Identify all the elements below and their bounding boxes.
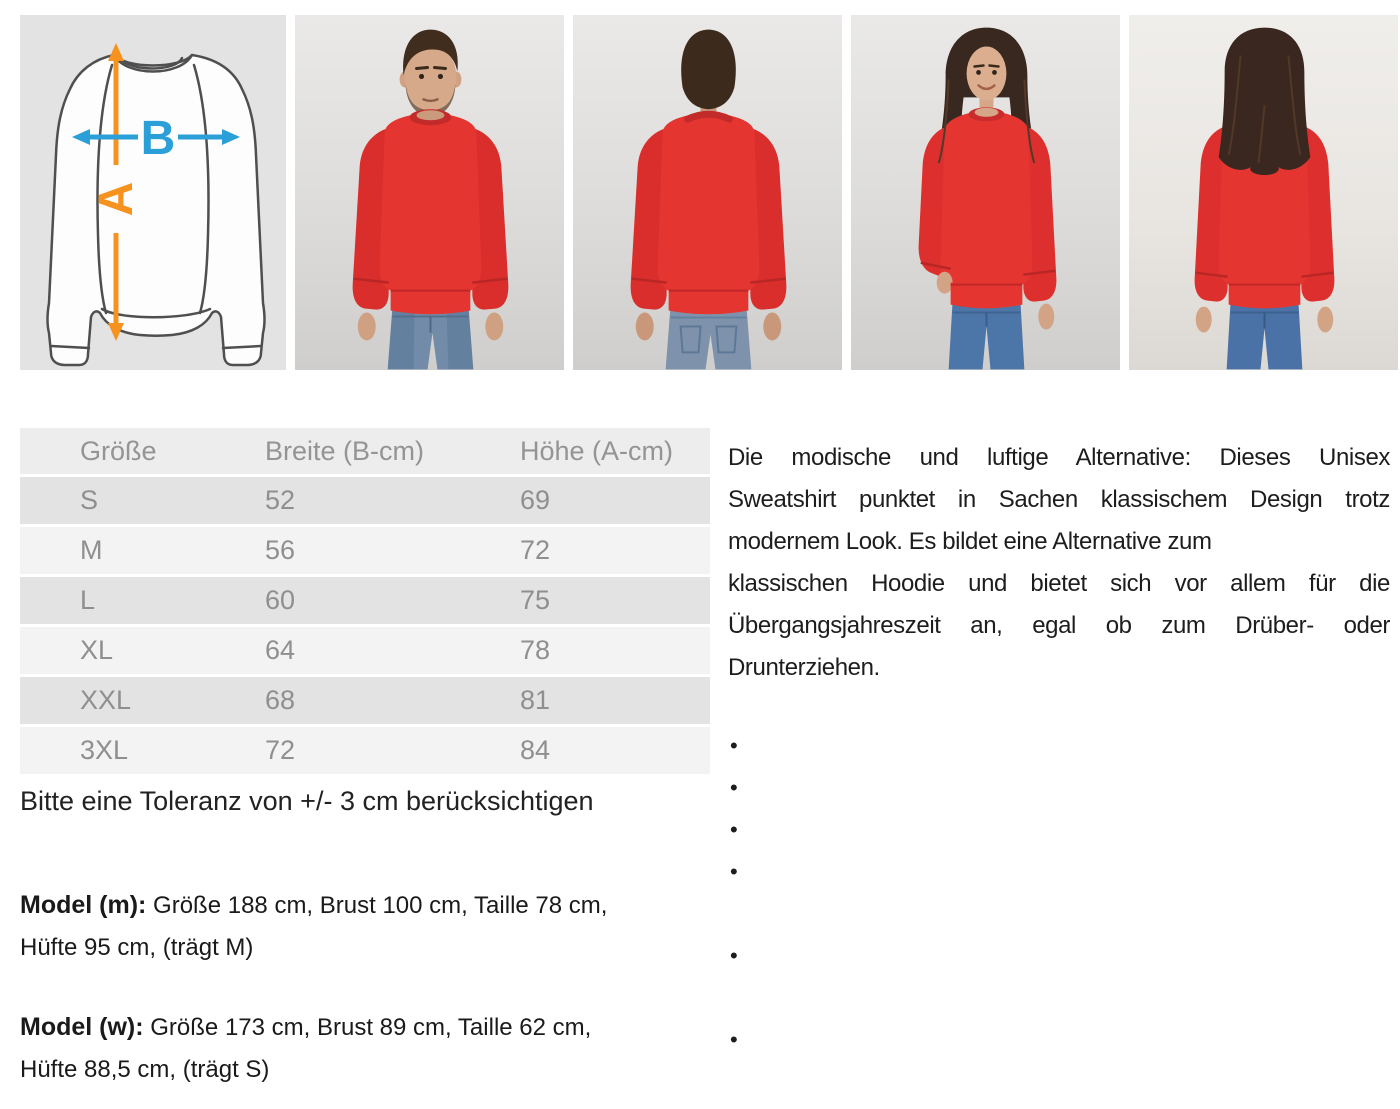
cell-breite: 60 xyxy=(265,585,296,615)
cell-breite: 68 xyxy=(265,685,296,715)
photo-male-model-front[interactable] xyxy=(295,15,564,370)
female-front-right-hand xyxy=(1038,304,1054,330)
model-m-info xyxy=(20,884,720,969)
female-back-hair xyxy=(1219,28,1311,175)
size-diagram-image[interactable] xyxy=(20,15,286,370)
bullet-icon xyxy=(730,851,738,893)
column-header-hoehe: Höhe (A-cm) xyxy=(520,435,674,466)
female-back-jeans xyxy=(1227,301,1303,370)
cell-size: 3XL xyxy=(80,735,129,765)
male-back-right-hand xyxy=(763,313,781,341)
bullet-icon xyxy=(730,809,738,851)
cell-size: L xyxy=(80,585,96,615)
male-front-right-hand xyxy=(485,313,503,341)
cell-breite: 56 xyxy=(265,535,296,565)
bullet-icon xyxy=(730,935,738,977)
female-back-figure xyxy=(1129,15,1398,370)
spec-list xyxy=(728,725,1390,1061)
description-line: klassischen Hoodie und bietet sich vor allem für die xyxy=(728,570,1390,597)
cell-size: XXL xyxy=(80,685,132,715)
sweatshirt-measurement-diagram xyxy=(20,15,286,370)
spec-item-extras xyxy=(728,935,1390,977)
description-line: Die modische und luftige Alternative: Dieses Unisex xyxy=(728,444,1390,471)
male-back-figure xyxy=(573,15,842,370)
male-front-figure xyxy=(295,15,564,370)
male-front-sweatshirt xyxy=(353,109,509,309)
male-back-jeans xyxy=(666,305,752,370)
width-label: B xyxy=(140,112,176,165)
table-row-3xl xyxy=(20,727,710,774)
cell-hoehe: 81 xyxy=(520,685,551,715)
description-line: Sweatshirt punktet in Sachen klassischem Design trotz xyxy=(728,486,1390,513)
photo-male-model-back[interactable] xyxy=(573,15,842,370)
table-row-xl xyxy=(20,627,710,674)
spec-item-groessen xyxy=(728,1019,1390,1061)
product-description xyxy=(728,437,1390,1061)
table-row-s xyxy=(20,477,710,524)
description-line: Übergangsjahreszeit an, egal ob zum Drüber- oder xyxy=(728,612,1390,639)
male-front-left-hand xyxy=(358,313,376,341)
product-gallery xyxy=(20,15,1398,370)
photo-female-model-front[interactable] xyxy=(851,15,1120,370)
male-back-left-hand xyxy=(636,313,654,341)
female-front-left-hand xyxy=(937,272,953,294)
spec-item-verarbeitung xyxy=(728,809,1390,851)
model-w-line1: Größe 173 cm, Brust 89 cm, Taille 62 cm, xyxy=(143,1014,592,1041)
spec-item-form xyxy=(728,851,1390,893)
cell-hoehe: 78 xyxy=(520,635,551,665)
size-chart-table xyxy=(20,428,710,777)
model-m-line2: Hüfte 95 cm, (trägt M) xyxy=(20,934,254,961)
cell-breite: 64 xyxy=(265,635,296,665)
column-header-breite: Breite (B-cm) xyxy=(265,435,425,466)
model-w-label: Model (w): xyxy=(20,1013,144,1041)
table-row-l xyxy=(20,577,710,624)
bullet-icon xyxy=(730,1019,738,1061)
female-front-head xyxy=(966,36,1008,112)
cell-hoehe: 75 xyxy=(520,585,551,615)
spec-item-grammatur xyxy=(728,767,1390,809)
sweatshirt-outline xyxy=(48,55,265,365)
male-back-head xyxy=(681,30,736,124)
column-header-groesse: Größe xyxy=(80,435,157,466)
cell-size: S xyxy=(80,485,99,515)
female-front-figure xyxy=(851,15,1120,370)
cell-hoehe: 84 xyxy=(520,735,551,765)
photo-female-model-back[interactable] xyxy=(1129,15,1398,370)
description-line: modernem Look. Es bildet eine Alternative zum xyxy=(728,528,1212,555)
cell-breite: 52 xyxy=(265,485,296,515)
tolerance-note: Bitte eine Toleranz von +/- 3 cm berücksichtigen xyxy=(20,786,594,816)
description-line: Drunterziehen. xyxy=(728,654,880,681)
female-back-left-hand xyxy=(1196,307,1212,333)
model-m-line1: Größe 188 cm, Brust 100 cm, Taille 78 cm, xyxy=(146,892,608,919)
model-m-label: Model (m): xyxy=(20,891,147,919)
table-row-m xyxy=(20,527,710,574)
cell-size: XL xyxy=(80,635,114,665)
male-front-jeans xyxy=(388,305,474,370)
spec-item-material xyxy=(728,725,1390,767)
female-back-right-hand xyxy=(1317,307,1333,333)
cell-breite: 72 xyxy=(265,735,296,765)
model-w-line2: Hüfte 88,5 cm, (trägt S) xyxy=(20,1056,270,1083)
bullet-icon xyxy=(730,725,738,767)
height-label: A xyxy=(90,181,143,217)
cell-hoehe: 72 xyxy=(520,535,551,565)
cell-size: M xyxy=(80,535,103,565)
female-front-jeans xyxy=(949,301,1025,370)
spec-item-form-extra xyxy=(808,893,1390,935)
cell-hoehe: 69 xyxy=(520,485,551,515)
bullet-icon xyxy=(730,767,738,809)
model-w-info xyxy=(20,1006,720,1091)
male-front-head xyxy=(400,30,462,124)
table-row-xxl xyxy=(20,677,710,724)
size-chart-header-row xyxy=(20,428,710,474)
spec-item-extras-extra xyxy=(820,977,1390,1019)
